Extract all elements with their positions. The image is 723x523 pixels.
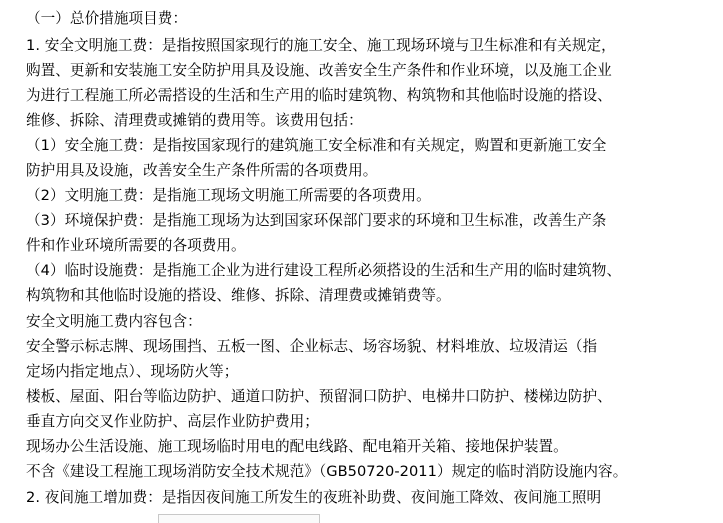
night-work-fee-line: 2. 夜间施工增加费：是指因夜间施工所发生的夜班补助费、夜间施工降效、夜间施工照明 (26, 489, 602, 506)
item-1-line-1: （1）安全施工费：是指按国家现行的建筑施工安全标准和有关规定，购置和更新施工安全 (26, 137, 607, 154)
content-line-6: 不含《建设工程施工现场消防安全技术规范》（GB50720-2011）规定的临时消防设施内容。 (26, 463, 628, 480)
paragraph-line-1: 1. 安全文明施工费：是指按照国家现行的施工安全、施工现场环境与卫生标准和有关规定， (26, 37, 616, 54)
content-line-4: 垂直方向交叉作业防护、高层作业防护费用； (26, 413, 319, 430)
paragraph-line-2: 购置、更新和安装施工安全防护用具及设施、改善安全生产条件和作业环境，以及施工企业 (26, 62, 612, 79)
paragraph-line-3: 为进行工程施工所必需搭设的生活和生产用的临时建筑物、构筑物和其他临时设施的搭设、 (26, 87, 612, 104)
content-heading: 安全文明施工费内容包含： (26, 313, 202, 330)
paragraph-line-4: 维修、拆除、清理费或摊销的费用等。该费用包括： (26, 112, 363, 129)
item-1-line-2: 防护用具及设施，改善安全生产条件所需的各项费用。 (26, 162, 378, 179)
section-heading: （一）总价措施项目费： (26, 10, 188, 27)
content-line-5: 现场办公生活设施、施工现场临时用电的配电线路、配电箱开关箱、接地保护装置。 (26, 438, 568, 455)
item-4-line-1: （4）临时设施费：是指施工企业为进行建设工程所必须搭设的生活和生产用的临时建筑物、 (26, 262, 622, 279)
content-line-1: 安全警示标志牌、现场围挡、五板一图、企业标志、场容场貌、材料堆放、垃圾清运（指 (26, 338, 598, 355)
content-line-2: 定场内指定地点）、现场防火等； (26, 363, 239, 380)
item-4-line-2: 构筑物和其他临时设施的搭设、维修、拆除、清理费或摊销费等。 (26, 287, 451, 304)
item-2-line-1: （2）文明施工费：是指施工现场文明施工所需要的各项费用。 (26, 187, 431, 204)
item-3-line-2: 件和作业环境所需要的各项费用。 (26, 237, 246, 254)
content-line-3: 楼板、屋面、阳台等临边防护、通道口防护、预留洞口防护、电梯井口防护、楼梯边防护、 (26, 388, 612, 405)
item-3-line-1: （3）环境保护费：是指施工现场为达到国家环保部门要求的环境和卫生标准，改善生产条 (26, 212, 607, 229)
